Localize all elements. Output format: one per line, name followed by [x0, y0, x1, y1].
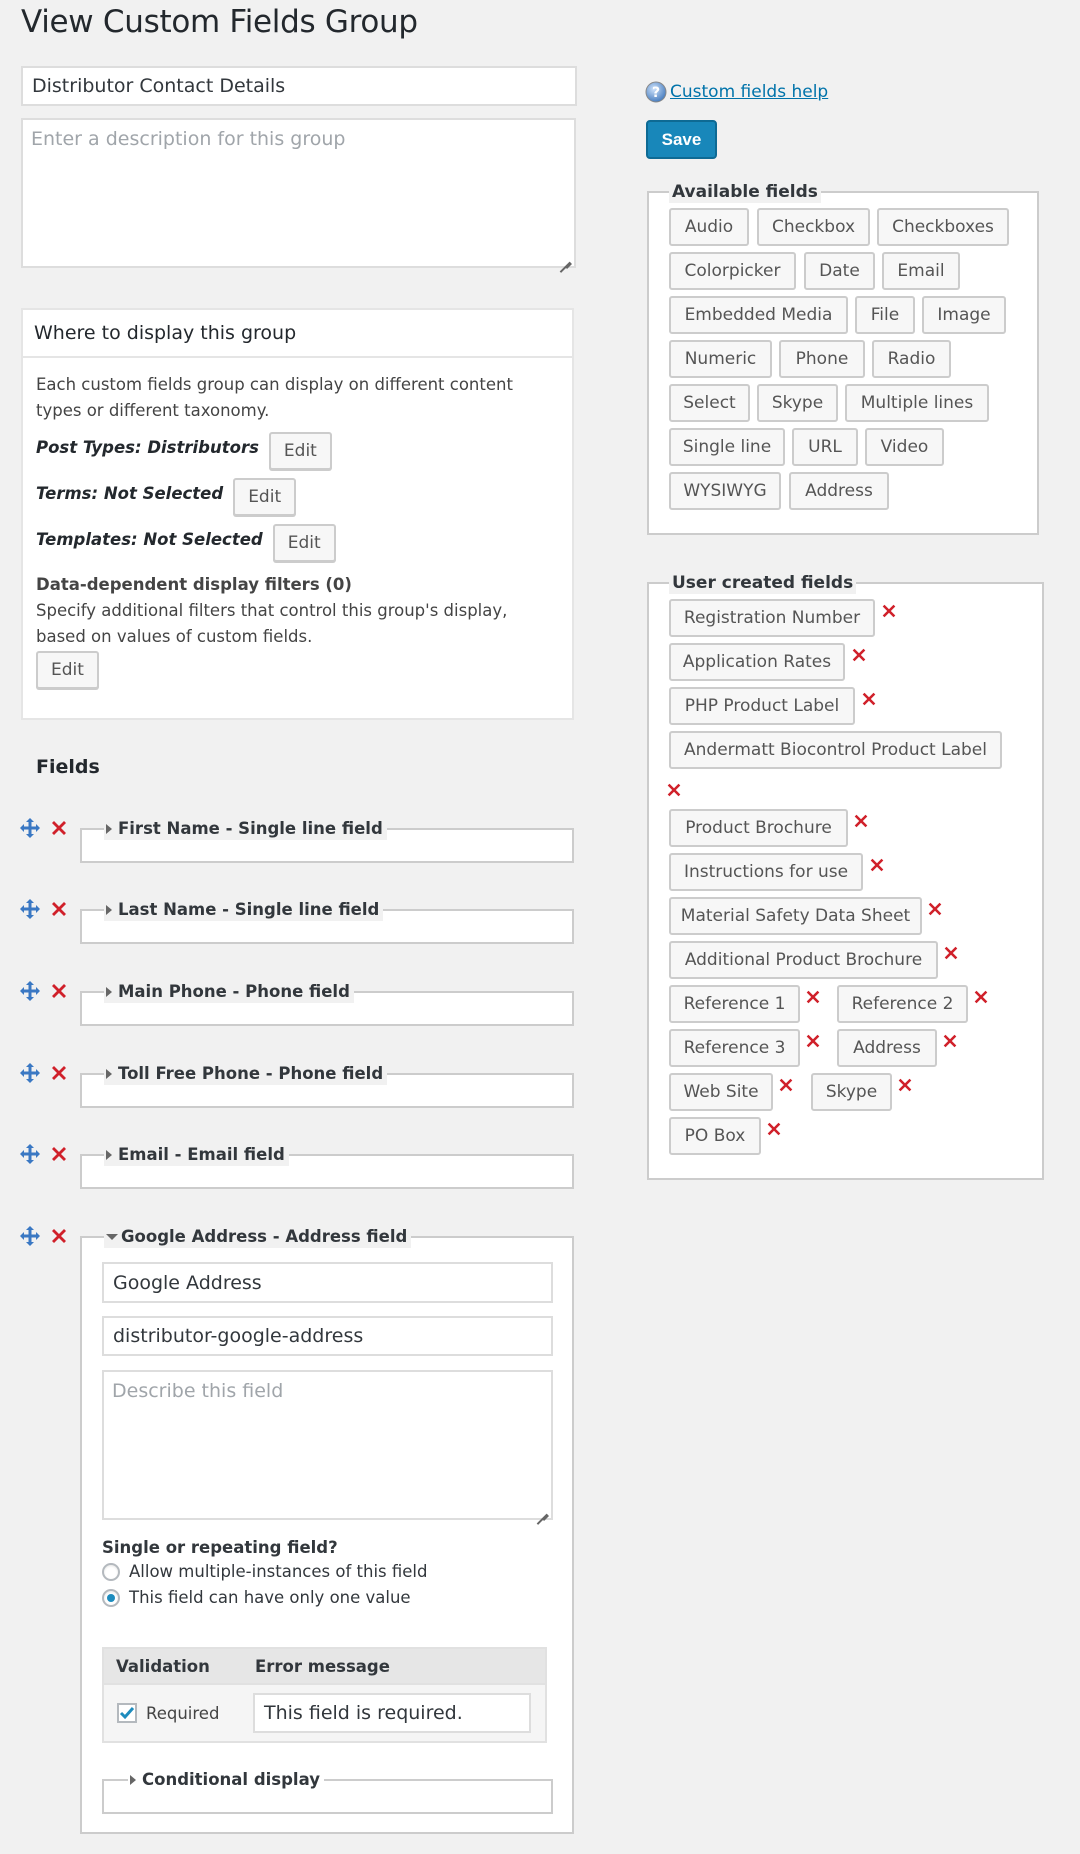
user-field-chip[interactable]: Address: [837, 1029, 937, 1067]
add-field-multiple-lines[interactable]: Multiple lines: [845, 384, 989, 422]
add-field-url[interactable]: URL: [792, 428, 858, 466]
user-field-chip[interactable]: Reference 3: [669, 1029, 800, 1067]
edit-terms-button[interactable]: Edit: [233, 478, 296, 516]
add-field-file[interactable]: File: [855, 296, 915, 334]
page-title: View Custom Fields Group: [21, 4, 418, 40]
filters-description: Specify additional filters that control this group's display, based on values of custom fields.: [36, 601, 508, 646]
user-created-fields-box: [647, 573, 1044, 1180]
user-field-chip[interactable]: Reference 1: [669, 985, 800, 1023]
group-name-value: Distributor Contact Details: [32, 75, 286, 97]
expand-arrow-icon: [106, 1069, 112, 1079]
user-field-chip[interactable]: Skype: [811, 1073, 892, 1111]
field-row-first-name: [0, 817, 600, 867]
delete-icon[interactable]: [49, 981, 69, 1001]
add-field-numeric[interactable]: Numeric: [669, 340, 772, 378]
move-icon[interactable]: [19, 1225, 41, 1247]
conditional-display-toggle[interactable]: [128, 1769, 324, 1791]
add-field-image[interactable]: Image: [922, 296, 1006, 334]
field-fieldset: [80, 1064, 574, 1108]
col-validation: Validation: [116, 1656, 210, 1676]
add-field-radio[interactable]: Radio: [872, 340, 951, 378]
move-icon[interactable]: [19, 898, 41, 920]
field-fieldset: [80, 982, 574, 1026]
delete-user-field-icon[interactable]: [765, 1120, 783, 1138]
field-row-icons: [19, 817, 69, 839]
group-description-placeholder: Enter a description for this group: [31, 128, 346, 150]
field-legend-toggle[interactable]: [104, 1144, 289, 1166]
conditional-display-label: Conditional display: [142, 1770, 320, 1789]
field-legend-label: Last Name - Single line field: [118, 900, 380, 919]
delete-user-field-icon[interactable]: [804, 988, 822, 1006]
field-fieldset: [80, 819, 574, 863]
checkmark-icon: [119, 1705, 135, 1721]
error-message-input[interactable]: [253, 1693, 531, 1733]
delete-icon[interactable]: [49, 1063, 69, 1083]
add-field-embedded-media[interactable]: Embedded Media: [669, 296, 848, 334]
radio-button[interactable]: [102, 1563, 120, 1581]
required-checkbox[interactable]: [117, 1703, 137, 1723]
field-fieldset-expanded: [80, 1227, 574, 1834]
add-field-checkbox[interactable]: Checkbox: [757, 208, 870, 246]
add-field-single-line[interactable]: Single line: [669, 428, 785, 466]
move-icon[interactable]: [19, 817, 41, 839]
field-legend-toggle[interactable]: [104, 981, 354, 1003]
user-field-chip[interactable]: Application Rates: [669, 643, 845, 681]
add-field-checkboxes[interactable]: Checkboxes: [877, 208, 1009, 246]
help-link-row: [645, 81, 828, 103]
field-name-input[interactable]: [102, 1262, 553, 1303]
resize-handle-icon[interactable]: [536, 1503, 548, 1515]
post-types-row: [36, 432, 559, 470]
move-icon[interactable]: [19, 1062, 41, 1084]
delete-user-field-icon[interactable]: [972, 988, 990, 1006]
delete-icon[interactable]: [49, 899, 69, 919]
user-field-chip[interactable]: Additional Product Brochure: [669, 941, 938, 979]
validation-row: [104, 1685, 545, 1741]
panel-intro: Each custom fields group can display on different content types or different taxonomy.: [36, 375, 513, 420]
delete-user-field-icon[interactable]: [860, 690, 878, 708]
error-message-value: This field is required.: [264, 1702, 463, 1724]
field-legend-toggle[interactable]: [104, 1063, 387, 1085]
field-row-google-address: [0, 1225, 600, 1840]
radio-option-single[interactable]: [102, 1588, 411, 1607]
user-field-chip[interactable]: Instructions for use: [669, 853, 863, 891]
expand-arrow-icon: [106, 905, 112, 915]
delete-user-field-icon[interactable]: [850, 646, 868, 664]
add-field-video[interactable]: Video: [865, 428, 944, 466]
add-field-skype[interactable]: Skype: [757, 384, 838, 422]
available-fields-title: Available fields: [669, 181, 821, 203]
radio-label: This field can have only one value: [129, 1588, 411, 1607]
user-field-chip[interactable]: Material Safety Data Sheet: [669, 897, 922, 935]
user-field-chip[interactable]: Web Site: [669, 1073, 773, 1111]
expand-arrow-icon: [106, 1150, 112, 1160]
delete-user-field-icon[interactable]: [804, 1032, 822, 1050]
user-field-chip[interactable]: Andermatt Biocontrol Product Label: [669, 731, 1002, 769]
add-field-date[interactable]: Date: [804, 252, 875, 290]
delete-user-field-icon[interactable]: [868, 856, 886, 874]
user-field-chip[interactable]: Product Brochure: [669, 809, 848, 847]
move-icon[interactable]: [19, 1143, 41, 1165]
edit-templates-button[interactable]: Edit: [273, 524, 336, 562]
user-field-chip[interactable]: Registration Number: [669, 599, 875, 637]
delete-icon[interactable]: [49, 818, 69, 838]
add-field-address[interactable]: Address: [789, 472, 889, 510]
resize-handle-icon[interactable]: [559, 251, 571, 263]
required-label: Required: [146, 1703, 220, 1723]
field-row-main-phone: [0, 980, 600, 1030]
field-row-icons: [19, 980, 69, 1002]
help-icon: [645, 81, 667, 103]
delete-user-field-icon[interactable]: [777, 1076, 795, 1094]
available-fields-box: [647, 182, 1039, 535]
field-fieldset: [80, 1145, 574, 1189]
post-types-label: Post Types: Distributors: [36, 438, 259, 457]
expand-arrow-icon: [106, 987, 112, 997]
add-field-select[interactable]: Select: [669, 384, 750, 422]
expand-arrow-icon: [106, 824, 112, 834]
field-row-email: [0, 1143, 600, 1193]
delete-icon[interactable]: [49, 1144, 69, 1164]
field-row-icons: [19, 1225, 69, 1247]
expand-arrow-icon: [130, 1775, 136, 1785]
save-button[interactable]: Save: [646, 120, 717, 159]
custom-fields-help-link[interactable]: Custom fields help: [670, 82, 829, 102]
delete-user-field-icon[interactable]: [665, 781, 683, 799]
field-row-icons: [19, 1143, 69, 1165]
fields-heading: Fields: [36, 756, 100, 778]
field-row-toll-free-phone: [0, 1062, 600, 1112]
col-error-message: Error message: [255, 1656, 390, 1676]
field-legend-label: Toll Free Phone - Phone field: [118, 1064, 384, 1083]
delete-user-field-icon[interactable]: [926, 900, 944, 918]
add-field-email[interactable]: Email: [882, 252, 960, 290]
field-legend-label: Google Address - Address field: [121, 1227, 408, 1246]
field-description-placeholder: Describe this field: [112, 1380, 284, 1402]
field-fieldset: [80, 900, 574, 944]
field-row-icons: [19, 898, 69, 920]
field-row-icons: [19, 1062, 69, 1084]
terms-row: [36, 478, 559, 516]
radio-option-multiple[interactable]: [102, 1562, 427, 1581]
field-legend-toggle[interactable]: [104, 1226, 411, 1248]
where-to-display-panel: [21, 308, 574, 720]
filters-title: Data-dependent display filters (0): [36, 575, 352, 594]
group-description-textarea[interactable]: [21, 118, 576, 268]
delete-user-field-icon[interactable]: [941, 1032, 959, 1050]
panel-header: Where to display this group: [23, 310, 572, 358]
delete-user-field-icon[interactable]: [896, 1076, 914, 1094]
user-field-chip[interactable]: Reference 2: [837, 985, 968, 1023]
validation-table-header: [104, 1649, 545, 1685]
radio-label: Allow multiple-instances of this field: [129, 1562, 428, 1581]
user-field-chip[interactable]: PHP Product Label: [669, 687, 855, 725]
field-legend-label: Main Phone - Phone field: [118, 982, 350, 1001]
add-field-colorpicker[interactable]: Colorpicker: [669, 252, 796, 290]
field-slug-value: distributor-google-address: [113, 1325, 364, 1347]
field-legend-label: First Name - Single line field: [118, 819, 383, 838]
repeat-question: Single or repeating field?: [102, 1538, 338, 1557]
field-name-value: Google Address: [113, 1271, 262, 1294]
field-legend-toggle[interactable]: [104, 899, 383, 921]
collapse-arrow-icon: [106, 1234, 118, 1240]
panel-body: [23, 358, 572, 703]
delete-user-field-icon[interactable]: [942, 944, 960, 962]
field-legend-label: Email - Email field: [118, 1145, 285, 1164]
field-legend-toggle[interactable]: [104, 818, 387, 840]
move-icon[interactable]: [19, 980, 41, 1002]
add-field-phone[interactable]: Phone: [779, 340, 865, 378]
radio-button-selected[interactable]: [102, 1589, 120, 1607]
edit-filters-button[interactable]: Edit: [36, 651, 99, 689]
add-field-audio[interactable]: Audio: [669, 208, 749, 246]
field-description-textarea[interactable]: [102, 1370, 553, 1520]
templates-label: Templates: Not Selected: [36, 530, 263, 549]
delete-icon[interactable]: [49, 1226, 69, 1246]
required-checkbox-label[interactable]: [117, 1703, 253, 1723]
user-field-chip[interactable]: PO Box: [669, 1117, 761, 1155]
add-field-wysiwyg[interactable]: WYSIWYG: [669, 472, 781, 510]
conditional-display-fieldset: [102, 1770, 553, 1814]
delete-user-field-icon[interactable]: [852, 812, 870, 830]
svg-text:?: ?: [651, 85, 661, 101]
delete-user-field-icon[interactable]: [880, 602, 898, 620]
edit-post-types-button[interactable]: Edit: [269, 432, 332, 470]
validation-table: [102, 1647, 547, 1743]
templates-row: [36, 524, 559, 562]
field-slug-input[interactable]: [102, 1316, 553, 1356]
group-name-input[interactable]: [21, 66, 577, 106]
user-fields-title: User created fields: [669, 572, 856, 594]
terms-label: Terms: Not Selected: [36, 484, 224, 503]
field-row-last-name: [0, 898, 600, 948]
